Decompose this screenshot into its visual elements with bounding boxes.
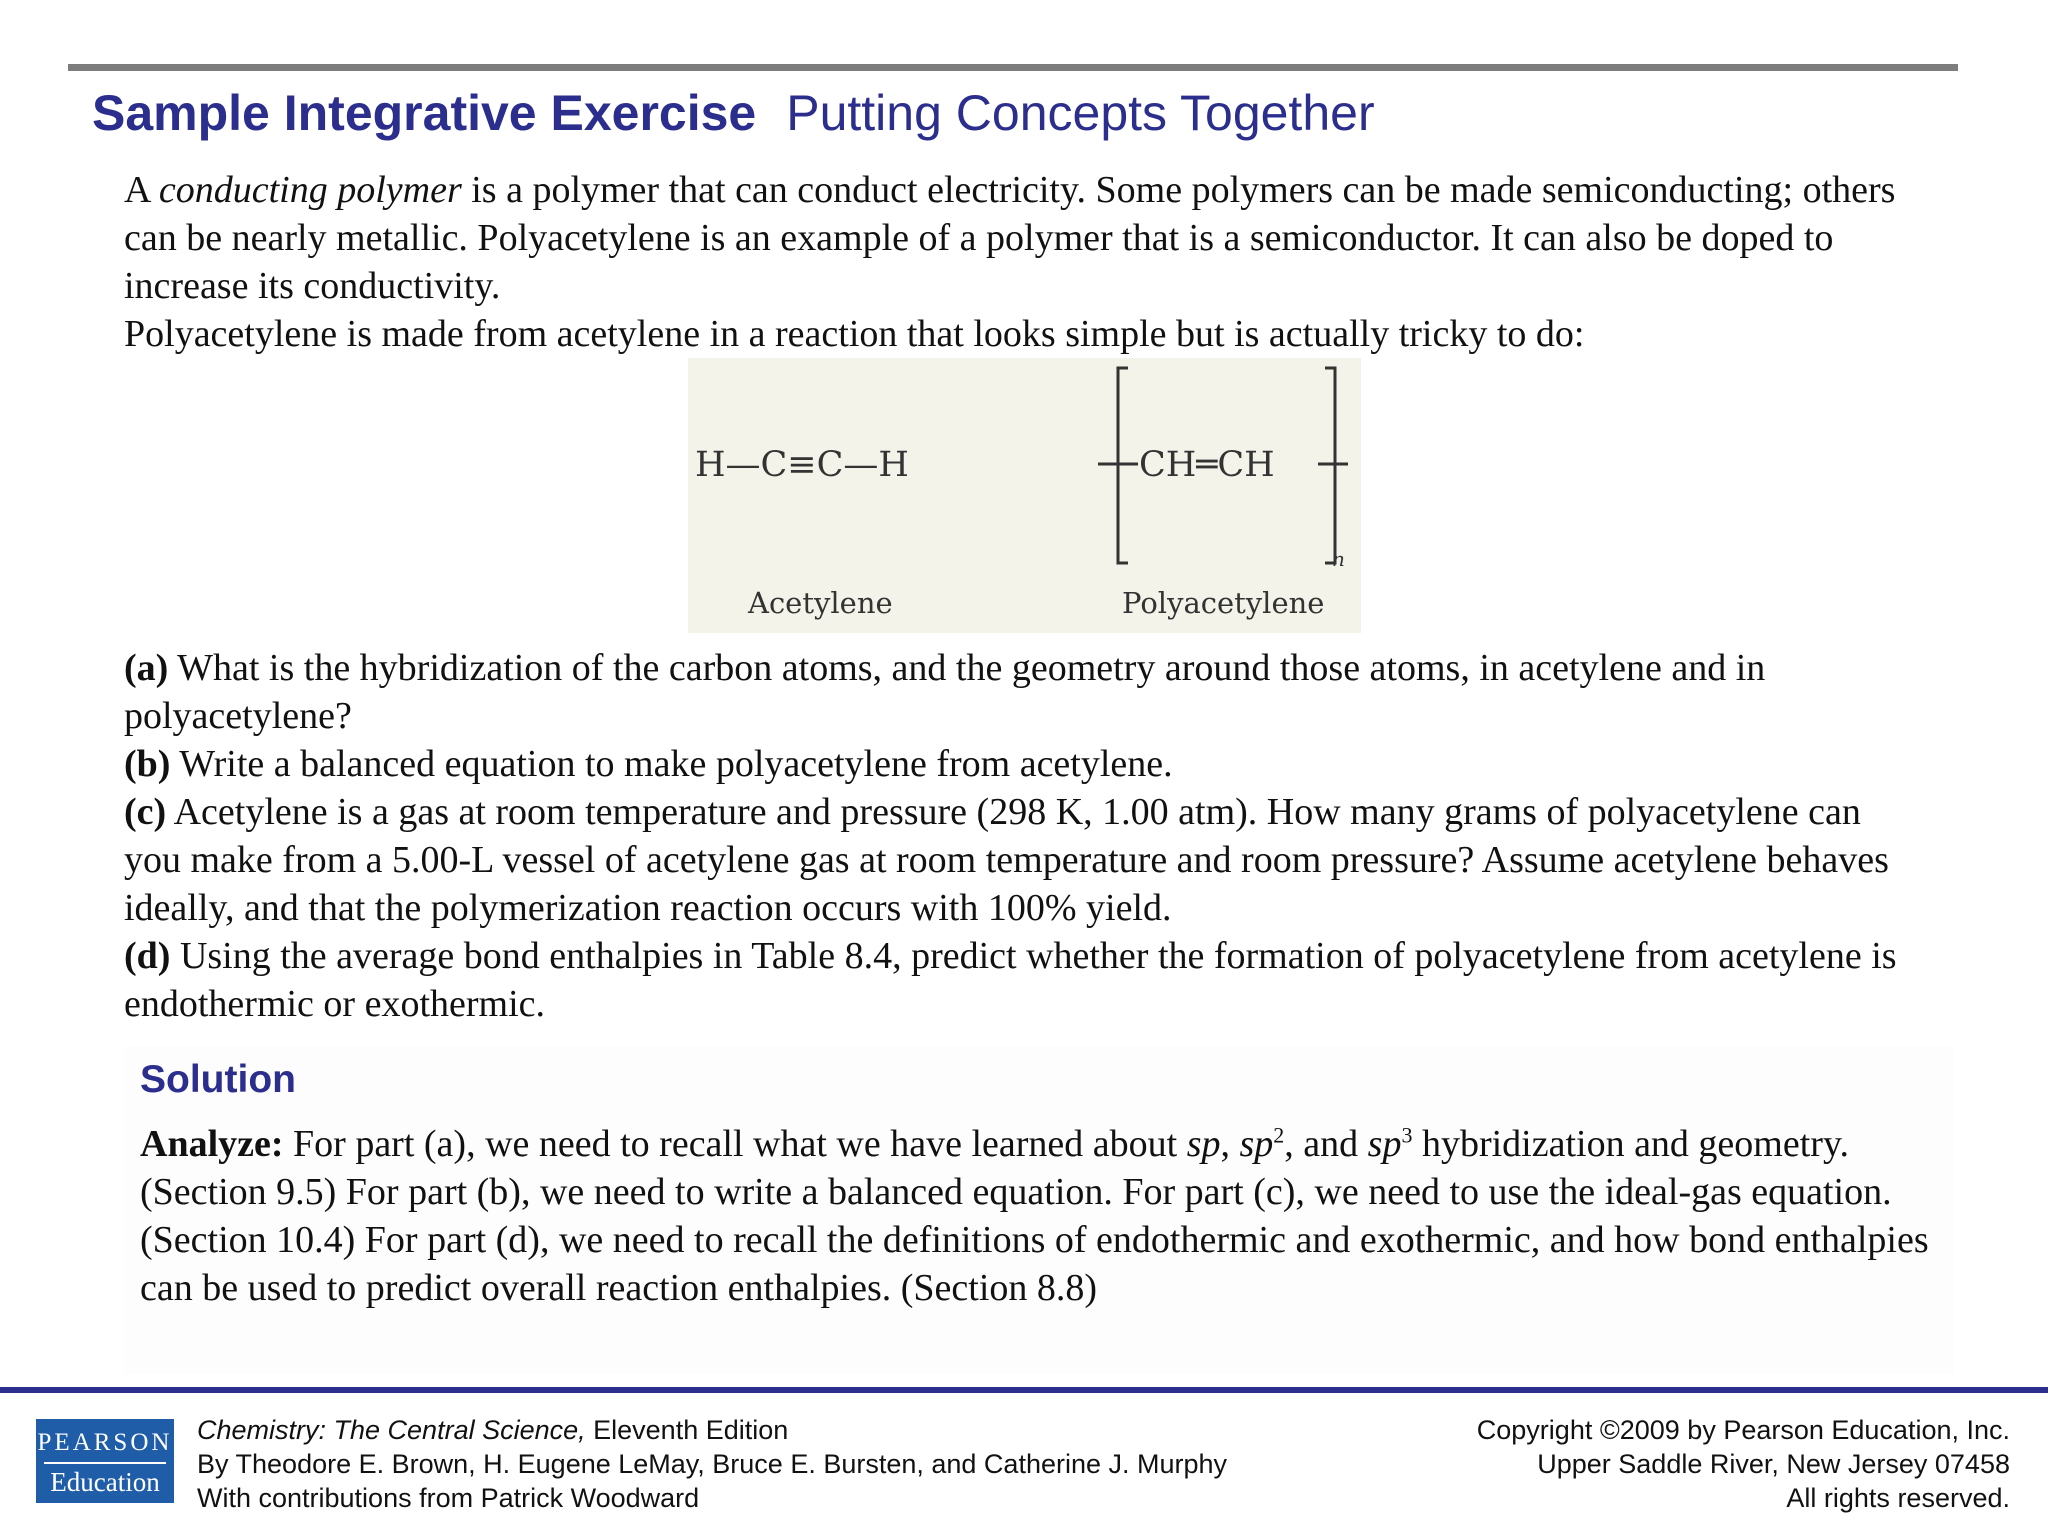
question-label: (b) — [124, 743, 171, 785]
question-text: What is the hybridization of the carbon atoms, and the geometry around those atoms, in acetylene and in polyacetylene? — [124, 647, 1766, 737]
analyze-paragraph — [140, 1120, 1940, 1312]
intro-paragraph-2: Polyacetylene is made from acetylene in a reaction that looks simple but is actually tricky to do: — [124, 313, 1585, 355]
solution-heading: Solution — [140, 1058, 296, 1101]
question-c — [124, 788, 1924, 932]
analyze-text: hybridization and geometry. (Section 9.5) For part (b), we need to write a balanced equation. For part (c), we need to use the ideal-gas equation. (Section 10.4) For part (d), we need to recall the definitions of endothermic and exothermic, and how bond enthalpies can be used to predict overall reaction enthalpies. (Section 8.8) — [140, 1123, 1929, 1309]
book-contributions: With contributions from Patrick Woodward — [197, 1483, 700, 1513]
sp2-term: sp — [1239, 1123, 1274, 1165]
question-text: Acetylene is a gas at room temperature and pressure (298 K, 1.00 atm). How many grams of polyacetylene can you make from a 5.00-L vessel of acetylene gas at room temperature and room pressure? Assume acetylene behaves ideally, and that the polymerization reaction occurs with 100% yield. — [124, 791, 1889, 929]
repeat-subscript: n — [1332, 547, 1345, 571]
footer — [0, 1393, 2048, 1536]
analyze-label: Analyze: — [140, 1123, 284, 1165]
book-authors: By Theodore E. Brown, H. Eugene LeMay, Bruce E. Bursten, and Catherine J. Murphy — [197, 1449, 1228, 1479]
pearson-logo — [36, 1419, 174, 1503]
logo-text-bottom: Education — [50, 1467, 160, 1497]
intro-text-a: A — [124, 169, 159, 211]
question-a — [124, 644, 1924, 740]
analyze-text: For part (a), we need to recall what we have learned about — [283, 1123, 1187, 1165]
question-label: (c) — [124, 791, 167, 833]
book-title: Chemistry: The Central Science, — [197, 1415, 586, 1445]
rights-reserved: All rights reserved. — [1786, 1483, 2010, 1513]
slide-title-bold: Sample Integrative Exercise — [92, 85, 757, 141]
question-label: (a) — [124, 647, 169, 689]
copyright-line: Copyright ©2009 by Pearson Education, Inc. — [1476, 1415, 2010, 1445]
slide-title — [92, 84, 1375, 142]
book-edition: Eleventh Edition — [585, 1415, 789, 1445]
acetylene-label: Acetylene — [748, 586, 893, 620]
question-d — [124, 932, 1924, 1028]
analyze-text: , and — [1284, 1123, 1368, 1165]
acetylene-formula: H—C≡C—H — [695, 445, 909, 485]
analyze-text: , — [1220, 1123, 1240, 1165]
polyacetylene-formula: CH═CH — [1139, 445, 1275, 485]
superscript-3: 3 — [1401, 1122, 1413, 1148]
slide-subtitle: Putting Concepts Together — [786, 85, 1375, 141]
publisher-address: Upper Saddle River, New Jersey 07458 — [1537, 1449, 2010, 1479]
superscript-2: 2 — [1273, 1122, 1285, 1148]
polyacetylene-label: Polyacetylene — [1122, 586, 1325, 620]
question-label: (d) — [124, 935, 171, 977]
copyright-notice — [1477, 1413, 2010, 1515]
intro-text-b: is a polymer that can conduct electricity. Some polymers can be made semiconducting; others can be nearly metallic. Polyacetylene is an example of a polymer that is a semiconductor. It can also be doped to increase its conductivity. — [124, 169, 1896, 307]
question-b — [124, 740, 1924, 788]
book-title-line — [197, 1413, 1227, 1447]
reaction-diagram — [688, 358, 1361, 633]
solution-section — [124, 1046, 1954, 1374]
term-conducting-polymer: conducting polymer — [158, 169, 462, 211]
question-text: Write a balanced equation to make polyacetylene from acetylene. — [170, 743, 1173, 785]
sp-term: sp — [1186, 1123, 1221, 1165]
question-list — [124, 644, 1924, 1028]
reaction-figure — [688, 358, 1361, 633]
question-text: Using the average bond enthalpies in Table 8.4, predict whether the formation of polyacetylene from acetylene is endothermic or exothermic. — [124, 935, 1897, 1025]
intro-paragraph-1 — [124, 166, 1924, 310]
book-credits — [197, 1413, 1227, 1515]
logo-text-top: PEARSON — [37, 1429, 173, 1456]
header-rule — [68, 64, 1958, 71]
sp3-term: sp — [1367, 1123, 1402, 1165]
intro-text — [124, 166, 1924, 358]
